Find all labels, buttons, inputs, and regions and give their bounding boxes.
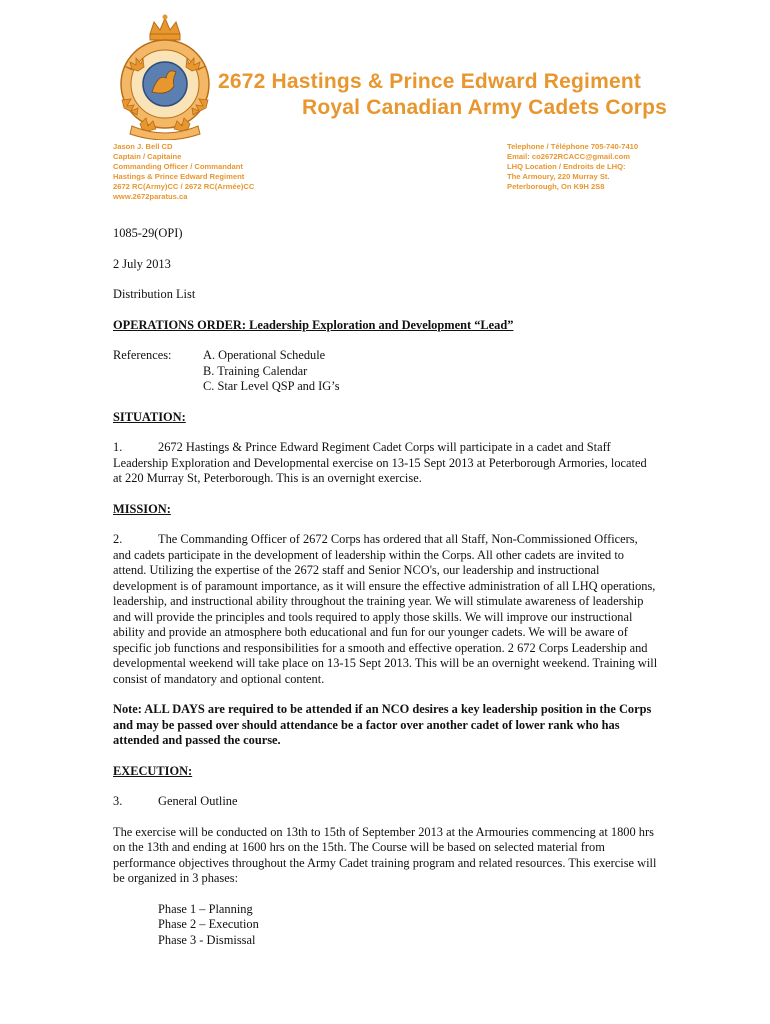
contact-website: www.2672paratus.ca <box>113 192 188 201</box>
letter-date: 2 July 2013 <box>113 256 171 271</box>
references-block <box>113 348 658 395</box>
references-label: References: <box>113 348 172 362</box>
contact-name: Jason J. Bell CD <box>113 142 173 151</box>
contact-street: The Armoury, 220 Murray St. <box>507 172 610 181</box>
paragraph-text: 2672 Hastings & Prince Edward Regiment Cadet Corps will participate in a cadet and Staff Leadership Exploration and Developmental exercise on 13-15 Sept 2013 at Peterborough Armories, located at 220 Murray St, Peterborough. This is an overnight exercise. <box>113 440 647 485</box>
regiment-crest-icon <box>110 14 220 140</box>
references-list <box>203 348 340 395</box>
reference-item: C. Star Level QSP and IG’s <box>203 379 340 393</box>
phase-item: Phase 1 – Planning <box>158 901 253 916</box>
paragraph-number: 2. <box>113 532 123 546</box>
contact-block-left <box>113 142 254 202</box>
phase-item: Phase 3 - Dismissal <box>158 932 256 947</box>
paragraph-number: 1. <box>113 440 123 454</box>
situation-heading: SITUATION: <box>113 409 186 424</box>
contact-city: Peterborough, On K9H 2S8 <box>507 182 605 191</box>
paragraph-1 <box>113 440 658 487</box>
reference-item: A. Operational Schedule <box>203 348 326 362</box>
contact-regiment: Hastings & Prince Edward Regiment <box>113 172 245 181</box>
paragraph-3-text: The exercise will be conducted on 13th to 15th of September 2013 at the Armouries commencing at 1800 hrs on the 13th and ending at 1600 hrs on the 15th. The Course will be based on selected material from performance objectives throughout the Army Cadet training program and related resources. This exercise will be organized in 3 phases: <box>113 824 657 885</box>
paragraph-2 <box>113 532 658 687</box>
contact-rank: Captain / Capitaine <box>113 152 182 161</box>
attendance-note: Note: ALL DAYS are required to be attended if an NCO desires a key leadership position in the Corps and may be passed over should attendance be a factor over another cadet of lower rank who has attended and passed the course. <box>113 702 652 747</box>
paragraph-number: 3. <box>113 794 123 808</box>
contact-email: Email: co2672RCACC@gmail.com <box>507 152 631 161</box>
contact-location-label: LHQ Location / Endroits de LHQ: <box>507 162 626 171</box>
mission-heading: MISSION: <box>113 501 171 516</box>
reference-item: B. Training Calendar <box>203 363 308 378</box>
phase-list <box>113 902 658 949</box>
paragraph-title: General Outline <box>158 794 238 808</box>
contact-block-right <box>507 142 638 192</box>
letter-body <box>113 226 658 948</box>
phase-item: Phase 2 – Execution <box>158 917 259 931</box>
contact-telephone: Telephone / Téléphone 705-740-7410 <box>507 142 639 151</box>
corps-title: Royal Canadian Army Cadets Corps <box>302 96 668 119</box>
regiment-title: 2672 Hastings & Prince Edward Regiment <box>218 70 642 93</box>
paragraph-3-heading <box>113 794 658 810</box>
contact-role: Commanding Officer / Commandant <box>113 162 243 171</box>
execution-heading: EXECUTION: <box>113 763 193 778</box>
contact-unit: 2672 RC(Army)CC / 2672 RC(Armée)CC <box>113 182 255 191</box>
file-reference: 1085-29(OPI) <box>113 226 183 240</box>
subject-line: OPERATIONS ORDER: Leadership Exploration and Development “Lead” <box>113 317 514 332</box>
distribution-line: Distribution List <box>113 287 196 301</box>
paragraph-text: The Commanding Officer of 2672 Corps has ordered that all Staff, Non-Commissioned Officers, and cadets participate in the development of leadership within the Corps. All other cadets are invited to attend. Utilizing the expertise of the 2672 staff and Senior NCO's, our leadership and instructional development is of paramount importance, as it will ensure the effective administration of all LHQ operations, leadership, and instructional ability throughout the training year. We will stimulate awareness of leadership and will provide the principles and tools required to apply those skills. We will improve our instructional ability and provide an atmosphere both educational and fun for our younger cadets. We will be aware of specific job functions and responsibilities for a smooth and effective operation. 2 672 Corps Leadership and developmental weekend will take place on 13-15 Sept 2013. This will be an overnight weekend. Training will consist of mandatory and optional content. <box>113 532 658 686</box>
